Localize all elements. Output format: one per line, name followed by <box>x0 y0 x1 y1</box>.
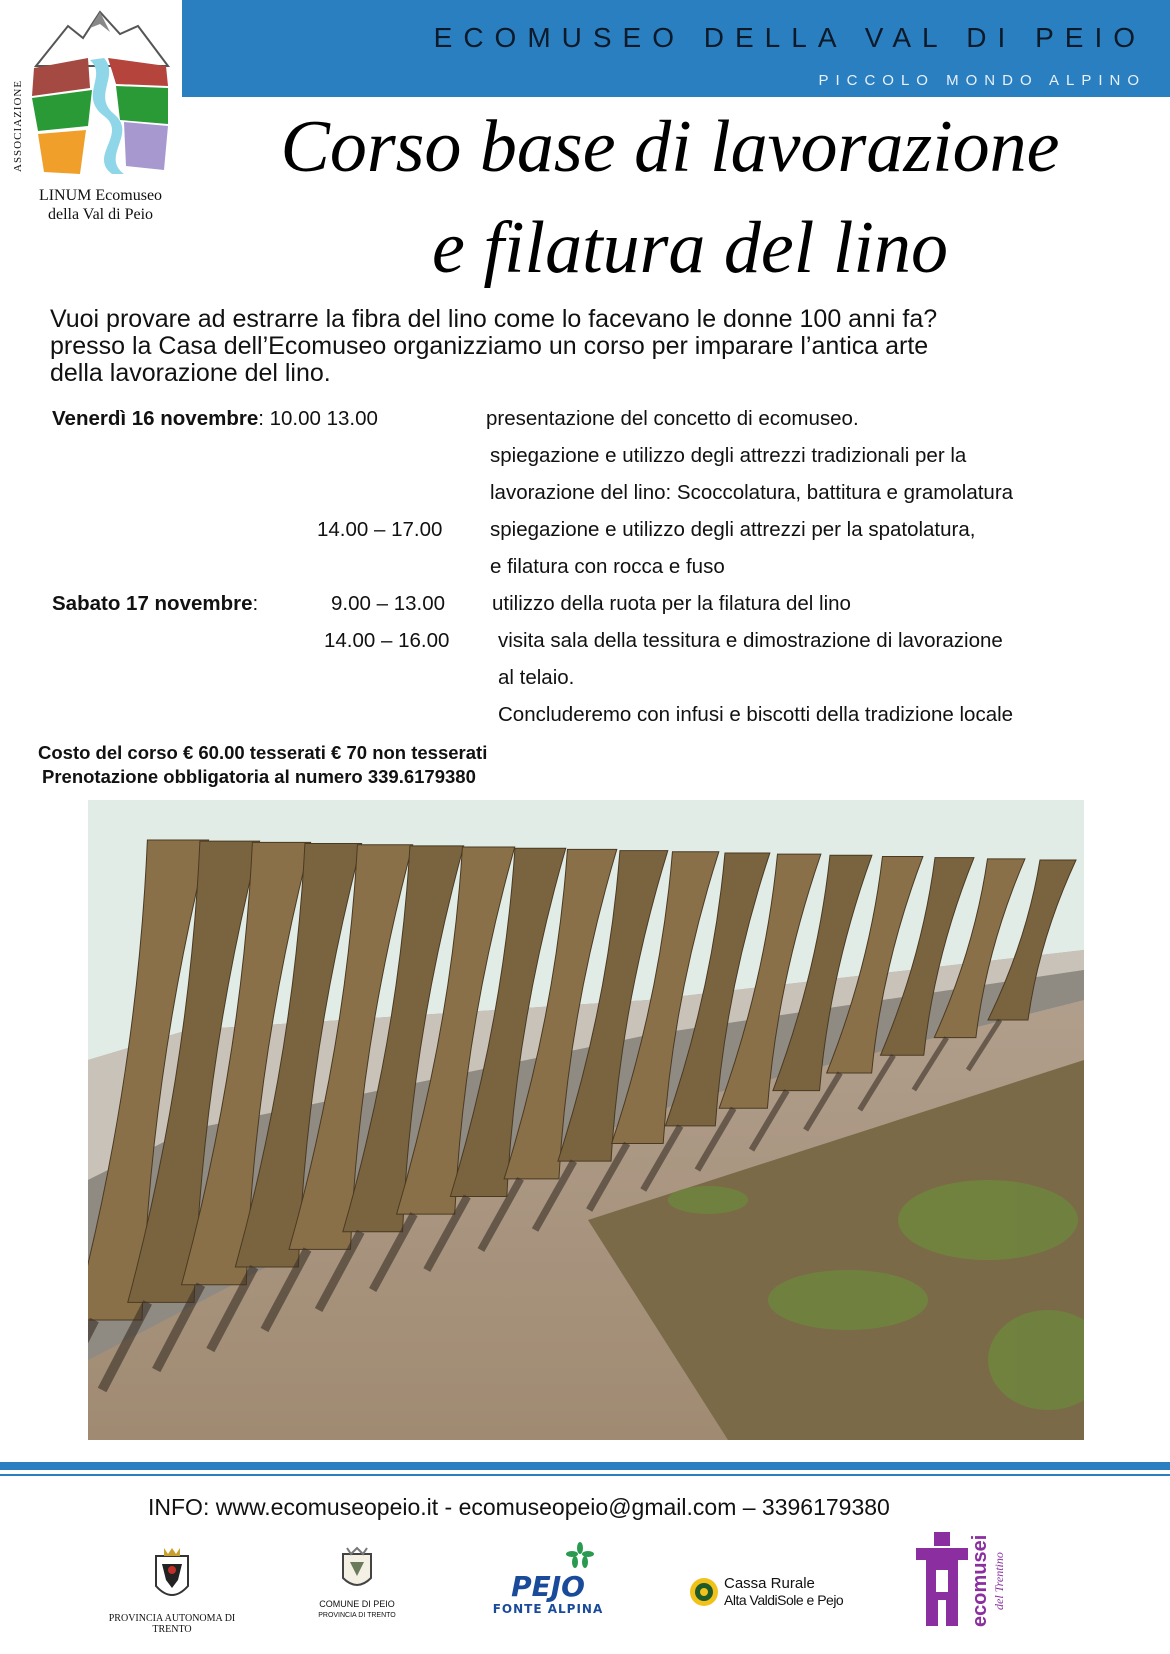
day2-item4: Concluderemo con infusi e biscotti della tradizione locale <box>498 703 1014 726</box>
day1-heading <box>52 407 378 431</box>
footer-divider <box>0 1462 1170 1470</box>
headline-line1: Corso base di lavorazione <box>280 106 1060 188</box>
intro-line2: presso la Casa dell’Ecomuseo organizziamo un corso per imparare l’antica arte <box>50 332 929 360</box>
day1-time2: 14.00 – 17.00 <box>317 518 443 541</box>
intro-line1: Vuoi provare ad estrarre la fibra del lino come lo facevano le donne 100 anni fa? <box>50 305 938 333</box>
cassa-name: Cassa Rurale <box>724 1575 815 1592</box>
banner-title: ECOMUSEO DELLA VAL DI PEIO <box>433 22 1146 53</box>
comune-crest-icon <box>338 1546 376 1594</box>
intro-line3: della lavorazione del lino. <box>50 359 331 387</box>
linum-logo <box>8 6 176 226</box>
day1-time1: : 10.00 13.00 <box>258 407 378 430</box>
sponsor-comune <box>312 1546 402 1621</box>
day1-item2: spiegazione e utilizzo degli attrezzi tradizionali per la <box>490 444 967 467</box>
logo-name <box>8 186 193 224</box>
day2-item1: utilizzo della ruota per la filatura del lino <box>492 592 851 615</box>
headline-line2: e filatura del lino <box>432 207 948 289</box>
day2-colon: : <box>252 592 259 615</box>
logo-mountain-icon <box>8 6 176 186</box>
day1-item3: lavorazione del lino: Scoccolatura, battitura e gramolatura <box>490 481 1014 504</box>
cost-line1: Costo del corso € 60.00 tesserati € 70 non tesserati <box>38 742 488 763</box>
provincia-crest-icon <box>150 1546 194 1608</box>
banner-subtitle: PICCOLO MONDO ALPINO <box>818 72 1146 89</box>
day2-time2: 14.00 – 16.00 <box>324 629 450 652</box>
sponsor-pejo <box>478 1552 618 1616</box>
ecomusei-region: del Trentino <box>992 1552 1006 1610</box>
day2-item2: visita sala della tessitura e dimostrazione di lavorazione <box>498 629 1003 652</box>
logo-name-line2: della Val di Peio <box>47 206 154 223</box>
day2-heading <box>52 592 258 616</box>
cost-info <box>38 741 487 789</box>
sponsor-provincia <box>92 1546 252 1635</box>
day1-item4: spiegazione e utilizzo degli attrezzi per la spatolatura, <box>490 518 976 541</box>
logo-vertical-label: ASSOCIAZIONE <box>12 79 24 173</box>
provincia-label: PROVINCIA AUTONOMA DI TRENTO <box>108 1613 236 1635</box>
ecomusei-figure-icon <box>912 1532 972 1628</box>
cost-line2: Prenotazione obbligatoria al numero 339.6179380 <box>42 766 476 787</box>
flax-bundles-photo <box>88 800 1084 1440</box>
pejo-name: PEJO <box>511 1570 585 1603</box>
comune-sublabel: PROVINCIA DI TRENTO <box>318 1612 396 1619</box>
day1-item5: e filatura con rocca e fuso <box>490 555 725 578</box>
day1-item1: presentazione del concetto di ecomuseo. <box>486 407 859 430</box>
cassa-region: Alta ValdiSole e Pejo <box>724 1592 844 1608</box>
sponsor-cassa-rurale <box>688 1576 878 1608</box>
day2-time1: 9.00 – 13.00 <box>331 592 445 615</box>
ecomusei-name: ecomusei <box>969 1534 991 1628</box>
pejo-tagline: FONTE ALPINA <box>492 1602 604 1616</box>
cassa-rurale-icon <box>688 1576 720 1608</box>
day1-label: Venerdì 16 novembre <box>52 407 259 430</box>
header-banner <box>182 0 1170 97</box>
pejo-flower-icon <box>558 1542 602 1570</box>
day2-item3: al telaio. <box>498 666 575 689</box>
day2-label: Sabato 17 novembre <box>52 592 253 615</box>
footer-divider-thin <box>0 1474 1170 1476</box>
intro-paragraph <box>50 306 1150 387</box>
contact-info: INFO: www.ecomuseopeio.it - ecomuseopeio@gmail.com – 3396179380 <box>148 1494 890 1520</box>
comune-label: COMUNE DI PEIO <box>319 1599 395 1609</box>
logo-name-line1: LINUM Ecomuseo <box>38 187 163 204</box>
